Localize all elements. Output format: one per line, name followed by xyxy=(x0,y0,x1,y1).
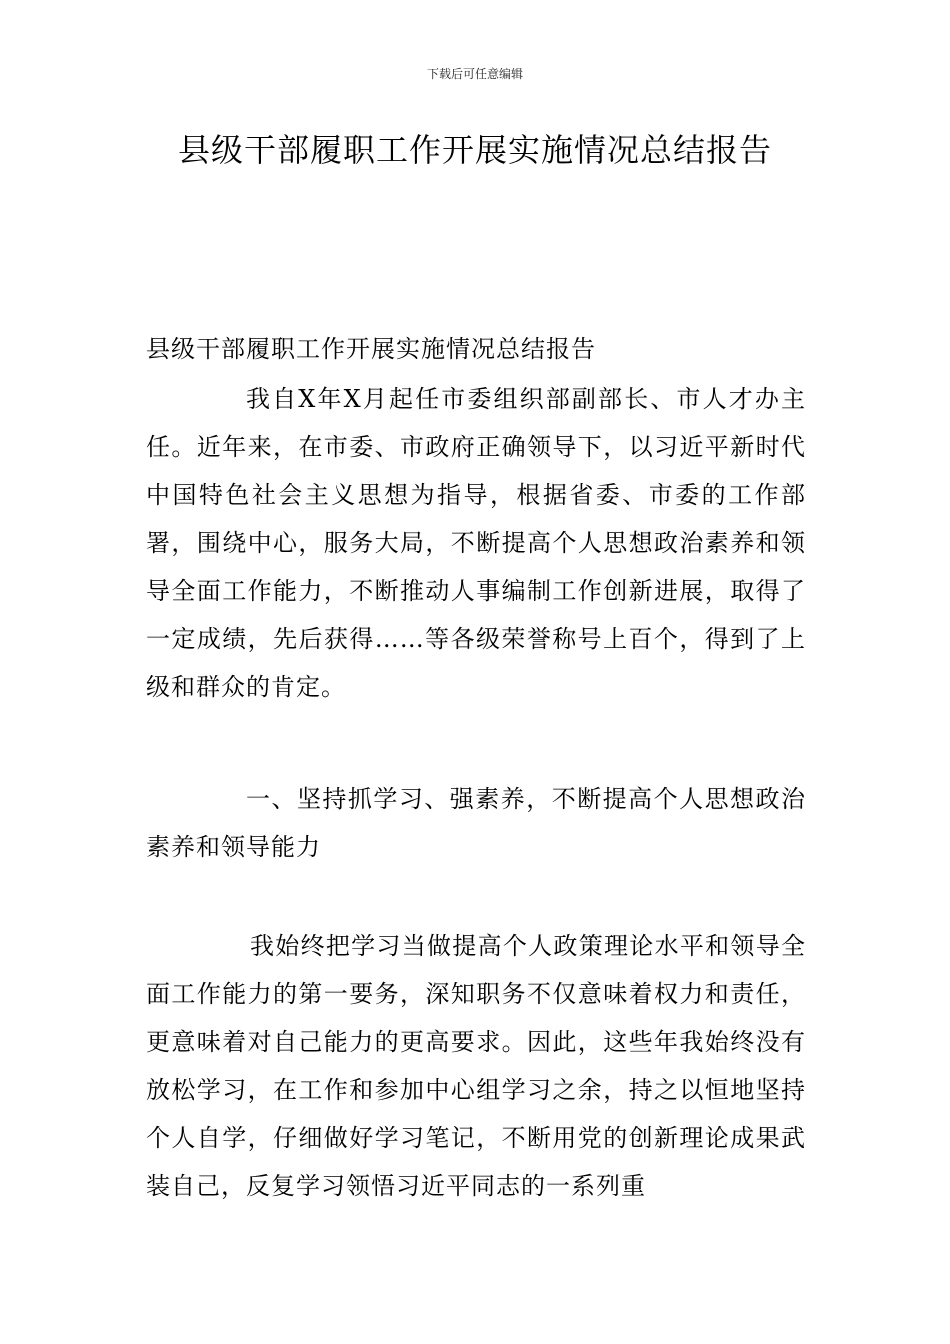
document-title: 县级干部履职工作开展实施情况总结报告 xyxy=(177,131,772,169)
study-paragraph: 我始终把学习当做提高个人政策理论水平和领导全面工作能力的第一要务，深知职务不仅意味着权力和责任，更意味着对自己能力的更高要求。因此，这些年我始终没有放松学习，在工作和参加中心组学习之余，持之以恒地坚持个人自学，仔细做好学习笔记，不断用党的创新理论成果武装自己，反复学习领悟习近平同志的一系列重 xyxy=(146,932,806,1200)
header-note: 下载后可任意编辑 xyxy=(426,67,523,81)
intro-paragraph: 我自X年X月起任市委组织部副部长、市人才办主任。近年来，在市委、市政府正确领导下，以习近平新时代中国特色社会主义思想为指导，根据省委、市委的工作部署，围绕中心，服务大局，不断提高个人思想政治素养和领导全面工作能力，不断推动人事编制工作创新进展，取得了一定成绩，先后获得……等各级荣誉称号上百个，得到了上级和群众的肯定。 xyxy=(146,385,806,701)
section-heading-1: 一、坚持抓学习、强素养，不断提高个人思想政治素养和领导能力 xyxy=(146,785,806,861)
document-subtitle: 县级干部履职工作开展实施情况总结报告 xyxy=(146,335,596,363)
